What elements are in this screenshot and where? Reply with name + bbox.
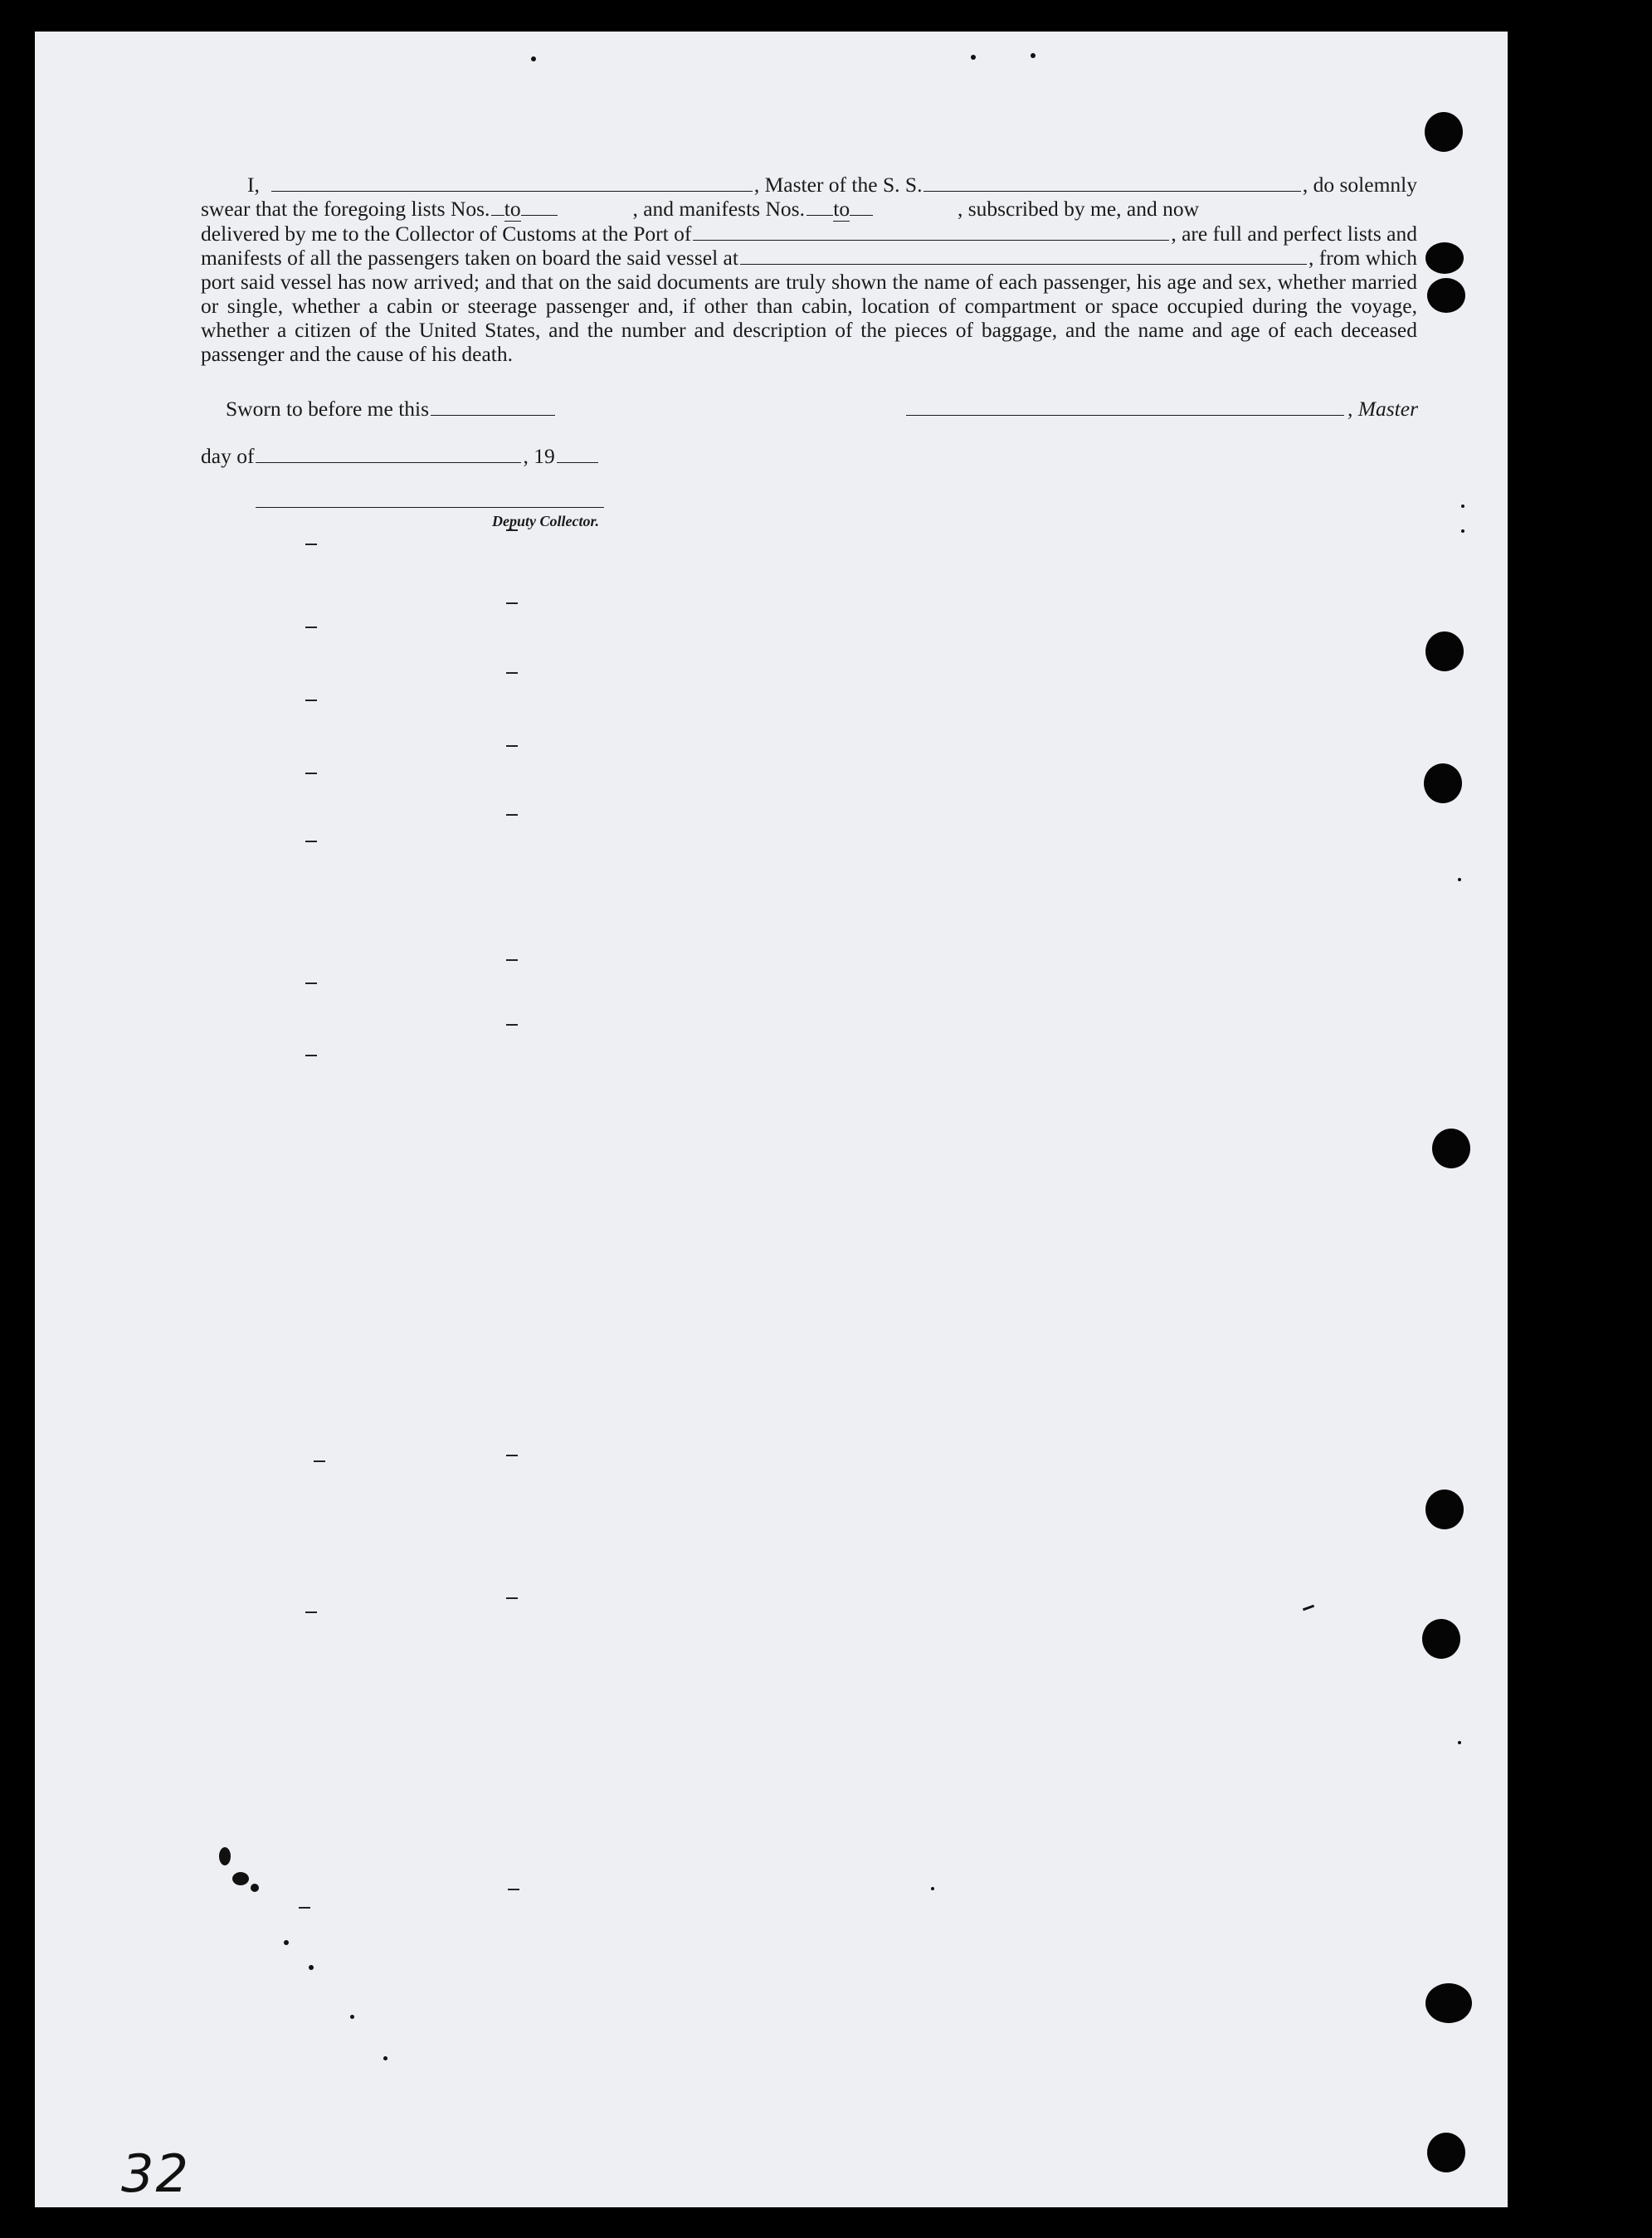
dash-mark: [314, 1460, 325, 1462]
ink-speck: [1461, 505, 1464, 508]
blank-port-name: [693, 225, 1169, 241]
dash-mark: [506, 1455, 518, 1456]
dash-mark: [506, 1024, 518, 1026]
dash-mark: [305, 841, 317, 842]
oath-paragraph: [201, 173, 1417, 366]
dash-mark: [506, 959, 518, 961]
to-word-1: to: [504, 197, 521, 221]
punch-hole: [1425, 631, 1464, 671]
ink-smudge: [309, 1965, 314, 1970]
dash-mark: [305, 1611, 317, 1613]
punch-hole: [1424, 763, 1462, 803]
dash-mark: [506, 745, 518, 747]
ink-speck: [1303, 1605, 1314, 1611]
master-label: , Master: [1347, 397, 1418, 421]
ink-smudge: [350, 2015, 354, 2019]
punch-hole: [1425, 1490, 1464, 1529]
dash-mark: [506, 1597, 518, 1599]
blank-manifest-range: [807, 197, 873, 222]
blank-embark-port: [740, 249, 1307, 265]
oath-line-1-b: , Master of the S. S.: [753, 173, 923, 197]
ink-speck: [1461, 529, 1464, 533]
day-of-label: day of: [201, 444, 255, 468]
blank-year: [557, 462, 598, 463]
ink-smudge: [219, 1847, 231, 1865]
punch-hole: [1425, 242, 1464, 274]
punch-hole: [1422, 1619, 1460, 1659]
oath-line-3-a: delivered by me to the Collector of Customs at the Port of: [201, 222, 692, 246]
ink-smudge: [383, 2056, 387, 2060]
blank-month: [256, 462, 521, 463]
oath-line-2-c: , subscribed by me, and now: [957, 197, 1200, 221]
sworn-label: Sworn to before me this: [226, 397, 430, 421]
dash-mark: [508, 1889, 519, 1890]
year-label: , 19: [523, 444, 555, 468]
ink-speck: [1458, 878, 1461, 881]
master-signature-line: [906, 397, 1418, 422]
ink-speck: [931, 1887, 934, 1890]
punch-hole: [1427, 278, 1465, 313]
sworn-line: [226, 397, 555, 422]
blank-master-signature: [906, 400, 1344, 416]
oath-line-4-a: manifests of all the passengers taken on board the said vessel at: [201, 246, 738, 270]
dash-mark: [305, 544, 317, 545]
dash-mark: [305, 700, 317, 701]
blank-sworn-day: [431, 415, 555, 416]
dash-mark: [305, 982, 317, 984]
oath-line-3-b: , are full and perfect lists and: [1171, 222, 1417, 246]
day-of-line: [201, 444, 598, 469]
dash-mark: [506, 529, 518, 531]
oath-body-text: port said vessel has now arrived; and that on the said documents are truly shown the name of each passenger, his age and sex, whether married or single, whether a cabin or steerage passenger and, if other than cabin, location of compartment or space occupied during the voyage, whether a citizen of the United States, and the number and description of the pieces of baggage, and the name and age of each deceased passenger and the cause of his death.: [201, 270, 1417, 366]
blank-list-range: [491, 197, 558, 222]
handwritten-page-number: 32: [121, 2143, 190, 2204]
oath-line-2-b: , and manifests Nos.: [632, 197, 805, 221]
oath-line-2-a: swear that the foregoing lists Nos.: [201, 197, 490, 221]
dash-mark: [305, 773, 317, 774]
blank-master-name: [271, 176, 753, 192]
deputy-signature-line: [256, 507, 604, 508]
ink-speck: [1458, 1741, 1461, 1744]
ink-smudge: [232, 1872, 249, 1885]
oath-line-3: [201, 222, 1417, 246]
oath-line-1-c: , do solemnly: [1302, 173, 1417, 197]
punch-hole: [1425, 1983, 1472, 2023]
ink-smudge: [251, 1884, 259, 1892]
oath-line-4-b: , from which: [1308, 246, 1417, 270]
ink-smudge: [284, 1940, 289, 1945]
dash-mark: [305, 627, 317, 628]
oath-line-1-a: I,: [247, 173, 260, 197]
dash-mark: [506, 602, 518, 604]
ink-speck: [1031, 53, 1036, 58]
blank-ship-name: [923, 176, 1300, 192]
oath-line-1: [201, 173, 1417, 197]
deputy-collector-label: Deputy Collector.: [492, 513, 599, 529]
oath-line-2: [201, 197, 1417, 222]
dash-mark: [506, 672, 518, 674]
dash-mark: [506, 814, 518, 816]
ink-speck: [531, 56, 536, 61]
dash-mark: [305, 1055, 317, 1056]
punch-hole: [1432, 1129, 1470, 1168]
ink-speck: [971, 55, 976, 60]
manifest-page: [35, 32, 1508, 2207]
punch-hole: [1425, 112, 1463, 152]
oath-line-4: [201, 246, 1417, 270]
dash-mark: [299, 1907, 310, 1909]
to-word-2: to: [833, 197, 850, 221]
punch-hole: [1427, 2133, 1465, 2172]
